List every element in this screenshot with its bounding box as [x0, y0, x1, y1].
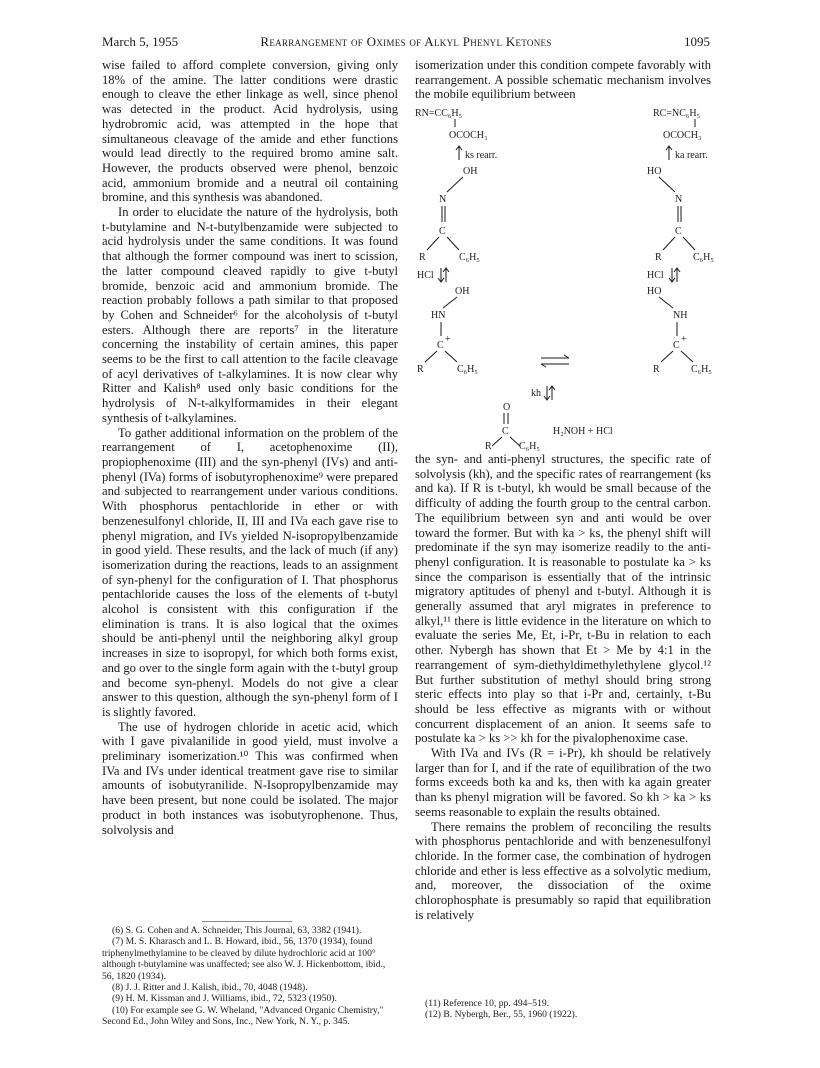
scheme-r: R [417, 364, 424, 375]
scheme-n: N [439, 194, 447, 205]
bond-line [443, 297, 457, 308]
scheme-top-right: RC=NC₆H₅ [653, 108, 701, 119]
paragraph: The use of hydrogen chloride in acetic acid, which with I gave pivalanilide in good yield, must involve a preliminary isomerization.¹⁰ This was confirmed when IVa and IVs under identical treatment gave rise to similar amounts of isobutyranilide. N-Isopropylbenzamide may have been present, but none could be isolated. The major product in both instances was isobutyrophenone. Thus, solvolysis and [102, 719, 398, 837]
arrow-down [544, 386, 550, 400]
scheme-c6h5: C₆H₅ [693, 252, 714, 263]
scheme-top-left: RN=CC₆H₅ [415, 108, 463, 119]
scheme-c: C [439, 226, 446, 237]
paragraph: In order to elucidate the nature of the hydrolysis, both t-butylamine and N-t-butylbenzamide were subjected to acid hydrolysis under the same conditions. It was found that although the former compound was inert to scission, the latter compound cleaved rapidly to give t-butyl bromide, benzoic acid and ammonium bromide. The reaction probably follows a path similar to that proposed by Cohen and Schneider⁶ for the alcoholysis of t-butyl esters. Although there are reports⁷ in the literature concerning the instability of certain amines, this paper seems to be the first to call attention to the facile cleavage of acyl derivatives of t-alkylamines. It is now clear why Ritter and Kalish⁸ used only basic conditions for the hydrolysis of N-t-alkylformamides in their elegant synthesis of t-alkylamines. [102, 205, 398, 425]
scheme-c: C [673, 340, 680, 351]
bond-line [445, 351, 457, 362]
scheme-ococh3-right: OCOCH₃ [663, 130, 702, 141]
scheme-oh: OH [455, 286, 470, 297]
paragraph: the syn- and anti-phenyl structures, the specific rate of solvolysis (kh), and the specific rates of rearrangement (ks and ka). If R is t-butyl, kh would be small because of the difficulty of adding the fourth group to the central carbon. The equilibrium between syn and anti would be over toward the former. But with ka > ks, the phenyl shift will predominate if the syn may isomerize readily to the anti-phenyl configuration. It is reasonable to postulate ka > ks since the comparison is essentially that of the intrinsic migratory aptitudes of phenyl and t-butyl. Although it is generally assumed that aryl migrates in preference to alkyl,¹¹ there is little evidence in the literature on which to evaluate the series Me, Et, i-Pr, t-Bu in relation to each other. Nybergh has shown that Et > Me by 4:1 in the rearrangement of sym-diethyldimethylethylene glycol.¹² But further substitution of methyl should bring strong steric effects into play so that i-Pr and, certainly, t-Bu should be less effective as migrants with or without concurrent displacement of an anion. It seems safe to postulate ka > ks >> kh for the pivalophenoxime case. [415, 452, 711, 746]
scheme-r: R [419, 252, 426, 263]
scheme-hcl: HCl [647, 270, 664, 281]
footnote: (12) B. Nybergh, Ber., 55, 1960 (1922). [425, 1009, 578, 1021]
arrow-right [541, 355, 569, 358]
scheme-ka-label: ka rearr. [675, 150, 708, 161]
scheme-c: C [675, 226, 682, 237]
arrow-left [541, 364, 569, 367]
bond-line [663, 237, 675, 250]
scheme-c6h5: C₆H₅ [519, 441, 540, 452]
footnote: (6) S. G. Cohen and A. Schneider, This Journal, 63, 3382 (1941). [112, 925, 362, 936]
paragraph: There remains the problem of reconciling the results with phosphorus pentachloride and with benzenesulfonyl chloride. In the former case, the combination of hydrogen chloride and ether is less effective as a solvolytic medium, and, moreover, the dissociation of the oxime chlorophosphate is presumably so rapid that equilibration is relatively [415, 819, 711, 922]
scheme-plus: + [445, 334, 451, 345]
arrow-up [666, 146, 672, 160]
footnote: (11) Reference 10, pp. 494–519. [425, 998, 550, 1009]
scheme-ks-label: ks rearr. [465, 150, 498, 161]
scheme-h2noh-hcl: H₂NOH + HCl [553, 426, 613, 437]
arrow-up [674, 268, 680, 282]
bond-line [425, 351, 437, 362]
scheme-ho: HO [647, 286, 662, 297]
scheme-c: C [502, 426, 509, 437]
scheme-o: O [503, 402, 511, 413]
bond-line [447, 237, 459, 250]
scheme-oh: OH [463, 166, 478, 177]
left-column [102, 58, 398, 837]
footnote-rule [202, 921, 292, 922]
bond-line [683, 237, 695, 250]
scheme-r: R [485, 441, 492, 452]
right-column-intro [415, 58, 711, 102]
scheme-ococh3-left: OCOCH₃ [449, 130, 488, 141]
header-date: March 5, 1955 [102, 34, 179, 49]
footnote: (7) M. S. Kharasch and L. B. Howard, ibid., 56, 1370 (1934), found triphenylmethylamine to be cleaved by dilute hydrochloric acid at 100° although t-butylamine was unaffected; see also W. J. Hickenbottom, ibid., 56, 1820 (1934). [102, 936, 386, 982]
scheme-nh: NH [673, 310, 688, 321]
paragraph: wise failed to afford complete conversion, giving only 18% of the amine. The latter conditions were drastic enough to cleave the ether linkage as well, since phenol was detected in the product. Acid hydrolysis, using hydrobromic acid, was attempted in the hope that simultaneous cleavage of the amide and ether functions would lead directly to the required bromo amine salt. However, the products observed were phenol, benzoic acid, ammonium bromide and a neutral oil containing bromine, and this synthesis was abandoned. [102, 58, 398, 205]
paragraph: isomerization under this condition compete favorably with rearrangement. A possible schematic mechanism involves the mobile equilibrium between [415, 58, 711, 102]
arrow-down [669, 268, 675, 282]
arrow-up [456, 146, 462, 160]
scheme-c: C [437, 340, 444, 351]
paragraph: With IVa and IVs (R = i-Pr), kh should be relatively larger than for I, and if the rate of equilibration of the two forms exceeds both ka and ks, then with ka again greater than ks phenyl migration will be favored. So kh > ka > ks seems reasonable to explain the results obtained. [415, 746, 711, 819]
paragraph: To gather additional information on the problem of the rearrangement of I, acetophenoxime (II), propiophenoxime (III) and the syn-phenyl (IVs) and anti-phenyl (IVa) forms of isobutyrophenoxime⁹ were prepared and subjected to rearrangement under various conditions. With phosphorus pentachloride in ether or with benzenesulfonyl chloride, II, III and IVa each gave rise to phenyl migration, and IVs yielded N-isopropylbenzamide in good yield. These results, and the lack of much (if any) isomerization during the reactions, leads to an assignment of syn-phenyl for the configuration of I. That phosphorus pentachloride causes the loss of the elements of t-butyl alcohol is consistent with this configuration if the elimination is trans. It is also logical that the oximes should be anti-phenyl until the neighboring alkyl group increases in size to isopropyl, for which both forms exist, and go over to the single form again with the t-butyl group and become syn-phenyl. Models do not give a clear answer to this question, although the syn-phenyl form of I is slightly favored. [102, 425, 398, 719]
page-number: 1095 [684, 34, 710, 49]
arrow-down [438, 268, 444, 282]
scheme-plus: + [681, 334, 687, 345]
bond-line [659, 297, 673, 308]
arrow-up [443, 268, 449, 282]
scheme-c6h5: C₆H₅ [459, 252, 480, 263]
scheme-r: R [655, 252, 662, 263]
scheme-c6h5: C₆H₅ [457, 364, 478, 375]
scheme-n: N [675, 194, 683, 205]
bond-line [492, 437, 502, 446]
reaction-scheme [415, 104, 714, 452]
scheme-ho: HO [647, 166, 662, 177]
footnote: (10) For example see G. W. Wheland, "Advanced Organic Chemistry," Second Ed., John Wiley and Sons, Inc., New York, N. Y., p. 345. [102, 1004, 384, 1028]
scheme-r: R [653, 364, 660, 375]
reaction-scheme-svg [415, 104, 714, 452]
scheme-kh-label: kh [531, 388, 541, 399]
bond-line [447, 177, 463, 192]
bond-line [659, 177, 675, 192]
bond-line [681, 351, 693, 362]
footnotes-right [415, 998, 711, 1021]
running-title: Rearrangement of Oximes of Alkyl Phenyl Ketones [260, 34, 552, 49]
arrow-up [549, 386, 555, 400]
bond-line [661, 351, 673, 362]
bond-line [427, 237, 439, 250]
scheme-hn: HN [431, 310, 446, 321]
footnotes-left [102, 925, 398, 1028]
page-header [102, 34, 710, 52]
scheme-hcl: HCl [417, 270, 434, 281]
scheme-c6h5: C₆H₅ [691, 364, 712, 375]
right-column-body [415, 452, 711, 923]
footnote: (9) H. M. Kissman and J. Williams, ibid., 72, 5323 (1950). [112, 993, 337, 1005]
footnote: (8) J. J. Ritter and J. Kalish, ibid., 70, 4048 (1948). [112, 982, 308, 994]
